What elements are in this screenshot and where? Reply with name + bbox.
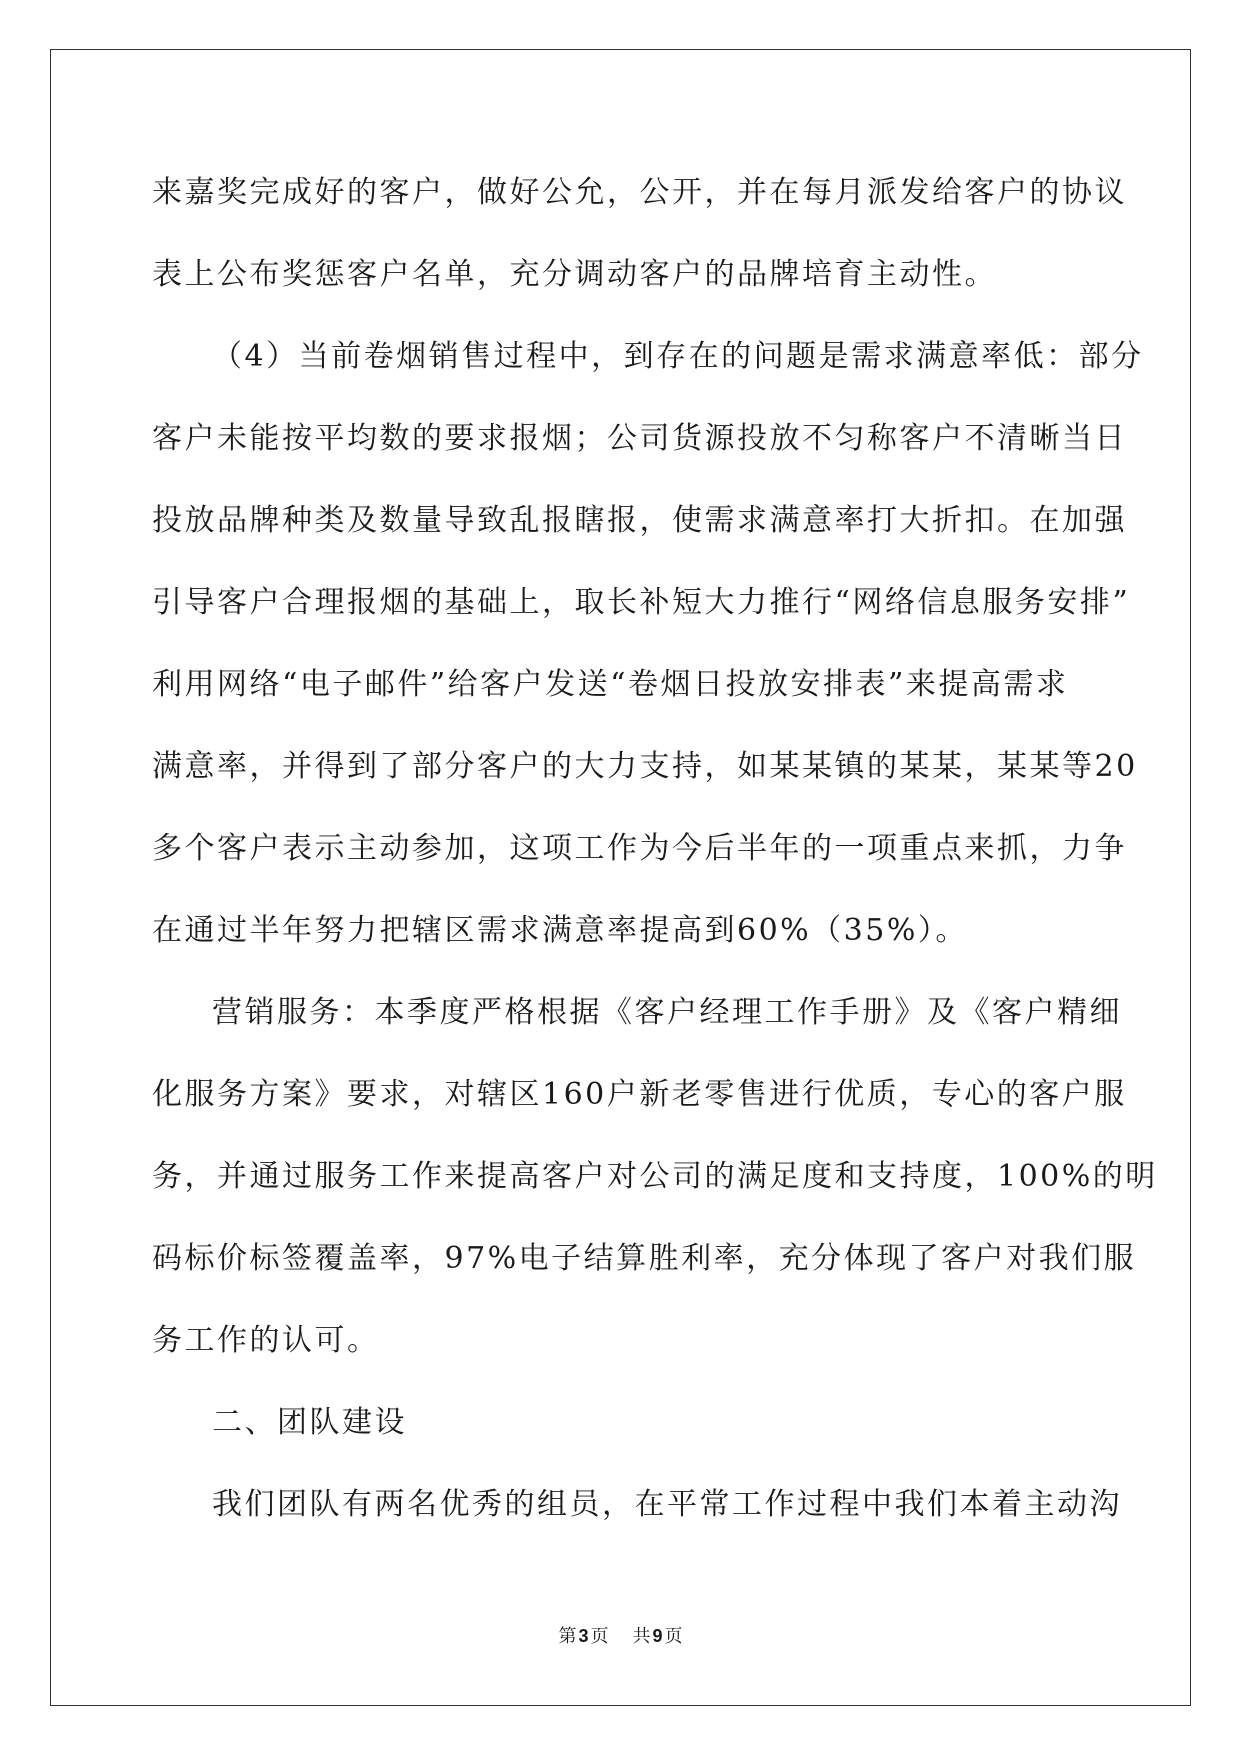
- page-prefix: 第: [558, 1626, 577, 1647]
- total-prefix: 共: [632, 1626, 651, 1647]
- text-line: 来嘉奖完成好的客户，做好公允，公开，并在每月派发给客户的协议: [152, 175, 1127, 210]
- text-line: 利用网络“电子邮件”给客户发送“卷烟日投放安排表”来提高需求: [152, 667, 1069, 702]
- section-heading: 二、团队建设: [212, 1405, 407, 1440]
- total-suffix: 页: [664, 1626, 683, 1647]
- total-pages: 9: [652, 1626, 663, 1646]
- text-line: 客户未能按平均数的要求报烟；公司货源投放不匀称客户不清晰当日: [152, 421, 1127, 456]
- document-body: [152, 152, 1158, 1546]
- text-line: 满意率，并得到了部分客户的大力支持，如某某镇的某某，某某等20: [152, 749, 1138, 784]
- text-line: 在通过半年努力把辖区需求满意率提高到60%（35%）。: [152, 913, 968, 948]
- page-number: 3: [578, 1626, 589, 1646]
- text-line: 码标价标签覆盖率，97%电子结算胜利率，充分体现了客户对我们服: [152, 1241, 1137, 1276]
- text-line: 化服务方案》要求，对辖区160户新老零售进行优质，专心的客户服: [152, 1077, 1127, 1112]
- text-line: 多个客户表示主动参加，这项工作为今后半年的一项重点来抓，力争: [152, 831, 1127, 866]
- text-line: 表上公布奖惩客户名单，充分调动客户的品牌培育主动性。: [152, 257, 997, 292]
- text-line: 务工作的认可。: [152, 1323, 380, 1358]
- text-line: 引导客户合理报烟的基础上，取长补短大力推行“网络信息服务安排”: [152, 585, 1131, 620]
- page-footer: [0, 1624, 1241, 1649]
- paragraph-start-line: （4）当前卷烟销售过程中，到存在的问题是需求满意率低：部分: [212, 339, 1144, 374]
- text-line: 投放品牌种类及数量导致乱报瞎报，使需求满意率打大折扣。在加强: [152, 503, 1127, 538]
- page-suffix: 页: [590, 1626, 609, 1647]
- text-line: 务，并通过服务工作来提高客户对公司的满足度和支持度，100%的明: [152, 1159, 1158, 1194]
- paragraph-start-line: 营销服务：本季度严格根据《客户经理工作手册》及《客户精细: [212, 995, 1122, 1030]
- paragraph-start-line: 我们团队有两名优秀的组员，在平常工作过程中我们本着主动沟: [212, 1487, 1122, 1522]
